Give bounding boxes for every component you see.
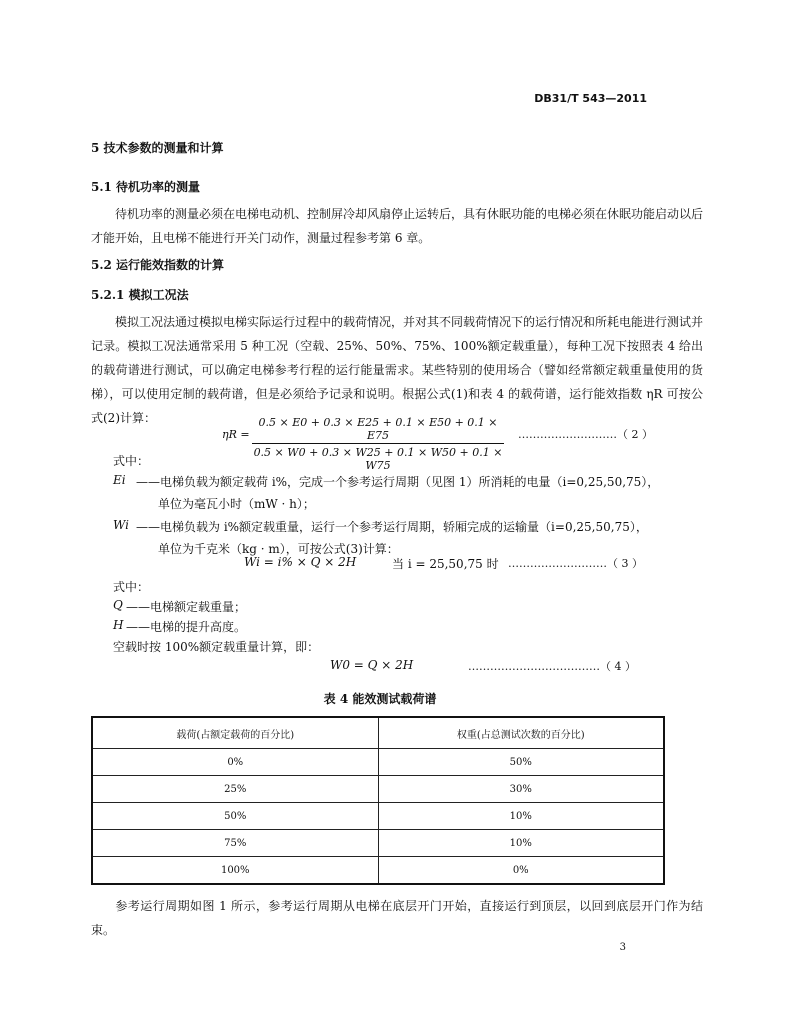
table-row xyxy=(92,776,664,803)
formula-3-expr: Wi = i% × Q × 2H xyxy=(244,555,357,569)
formula-2-numerator: 0.5 × E0 + 0.3 × E25 + 0.1 × E50 + 0.1 × E75 xyxy=(252,416,504,444)
weight-cell: 10% xyxy=(378,830,664,857)
formula-4-leader: ………………………………（ 4 ） xyxy=(468,660,636,673)
load-cell: 0% xyxy=(92,749,378,776)
closing-text: 参考运行周期如图 1 所示，参考运行周期从电梯在底层开门开始，直接运行到顶层，以回到底层开门作为结束。 xyxy=(91,899,703,937)
weight-cell: 0% xyxy=(378,857,664,885)
section-5-2-heading: 5.2 运行能效指数的计算 xyxy=(91,258,225,272)
formula-2-fraction xyxy=(252,416,504,472)
formula-2-leader: ………………………（ 2 ） xyxy=(518,428,653,441)
def-e-unit: 单位为毫瓦小时（mW · h）； xyxy=(158,497,315,511)
doc-number: DB31/T 543—2011 xyxy=(534,92,647,105)
empty-load-note: 空载时按 100%额定载重量计算，即： xyxy=(113,640,320,654)
load-spectrum-table xyxy=(91,716,665,885)
weight-cell: 10% xyxy=(378,803,664,830)
load-cell: 25% xyxy=(92,776,378,803)
section-5-1-paragraph xyxy=(91,202,703,250)
section-5-2-1-text: 模拟工况法通过模拟电梯实际运行过程中的载荷情况，并对其不同载荷情况下的运行情况和所耗电能进行测试并记录。模拟工况法通常采用 5 种工况（空载、25%、50%、75%、100%额定载重量），每种工况下按照表 4 给出的载荷谱进行测试，可以确定电梯参考行程的运行能量需求。某些特别的使用场合（譬如经常额定载重量使用的货梯），可以使用定制的载荷谱，但是必须给予记录和说明。根据公式(1)和表 4 的载荷谱，运行能效指数 ηR 可按公式(2)计算： xyxy=(91,315,704,425)
section-5-2-1-paragraph xyxy=(91,310,703,430)
weight-cell: 50% xyxy=(378,749,664,776)
def-e-text: ——电梯负载为额定载荷 i%，完成一个参考运行周期（见图 1）所消耗的电量（i=0,25,50,75）， xyxy=(136,475,660,489)
table-row xyxy=(92,803,664,830)
def-h-text: ——电梯的提升高度。 xyxy=(126,620,247,634)
where-label-2: 式中： xyxy=(113,580,150,594)
column-header-load: 载荷(占额定载荷的百分比) xyxy=(92,717,378,749)
formula-2-lhs: ηR = xyxy=(222,428,250,441)
where-label-1: 式中： xyxy=(113,454,150,468)
load-cell: 50% xyxy=(92,803,378,830)
section-5-1-text: 待机功率的测量必须在电梯电动机、控制屏冷却风扇停止运转后，具有休眠功能的电梯必须在休眠功能启动以后才能开始，且电梯不能进行开关门动作，测量过程参考第 6 章。 xyxy=(91,207,704,245)
page-number: 3 xyxy=(619,942,626,953)
table-row xyxy=(92,830,664,857)
closing-paragraph xyxy=(91,894,703,942)
load-cell: 100% xyxy=(92,857,378,885)
symbol-e: Ei xyxy=(113,473,126,487)
section-5-2-1-heading: 5.2.1 模拟工况法 xyxy=(91,288,189,302)
symbol-q: Q xyxy=(113,598,123,612)
symbol-w: Wi xyxy=(113,518,129,532)
section-5-1-heading: 5.1 待机功率的测量 xyxy=(91,180,201,194)
table-row xyxy=(92,857,664,885)
section-5-heading: 5 技术参数的测量和计算 xyxy=(91,141,224,155)
table-row xyxy=(92,749,664,776)
formula-3-condition: 当 i = 25,50,75 时 xyxy=(392,557,499,571)
symbol-h: H xyxy=(113,618,124,632)
formula-4-expr: W0 = Q × 2H xyxy=(330,658,414,672)
def-w-unit: 单位为千克米（kg · m），可按公式(3)计算： xyxy=(158,542,399,556)
weight-cell: 30% xyxy=(378,776,664,803)
def-w-text: ——电梯负载为 i%额定载重量，运行一个参考运行周期，轿厢完成的运输量（i=0,25,50,75）， xyxy=(136,520,648,534)
formula-2-denominator: 0.5 × W0 + 0.3 × W25 + 0.1 × W50 + 0.1 × W75 xyxy=(253,446,503,472)
table-header-row xyxy=(92,717,664,749)
load-cell: 75% xyxy=(92,830,378,857)
formula-3-leader: ………………………（ 3 ） xyxy=(508,557,643,570)
def-q-text: ——电梯额定载重量； xyxy=(126,600,247,614)
table-4-caption: 表 4 能效测试载荷谱 xyxy=(323,692,437,706)
column-header-weight: 权重(占总测试次数的百分比) xyxy=(378,717,664,749)
